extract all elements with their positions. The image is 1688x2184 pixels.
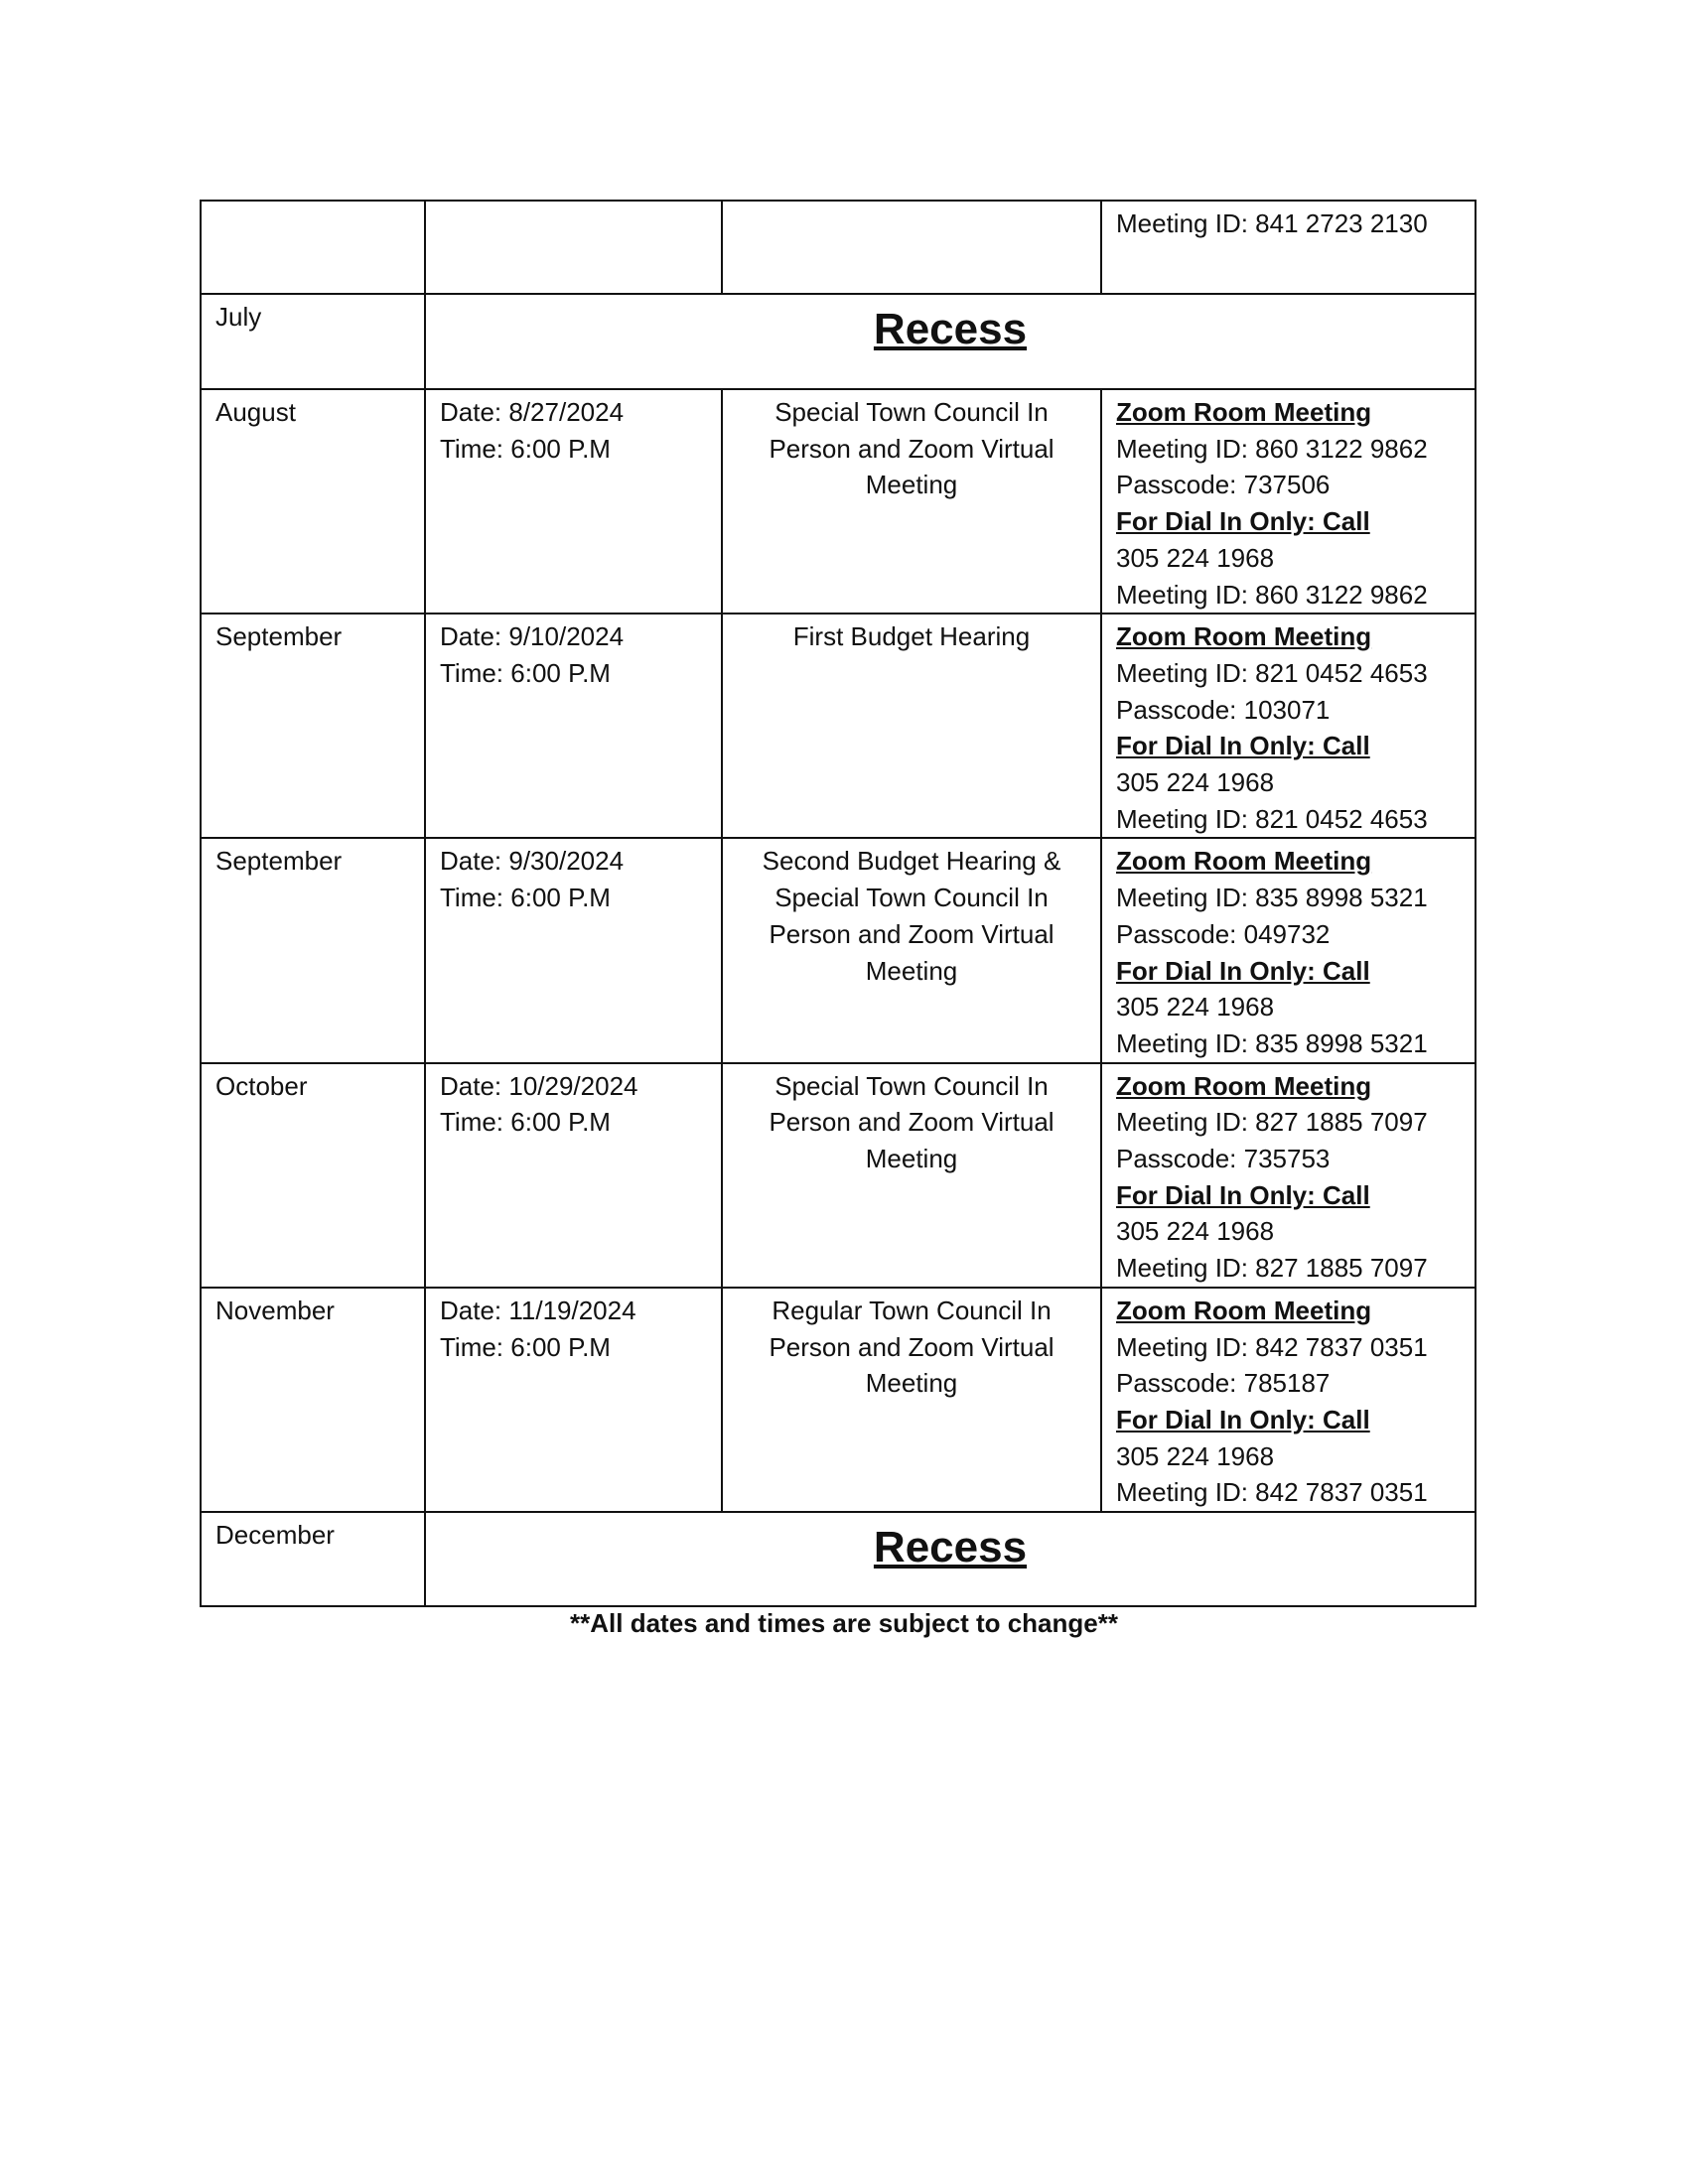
passcode: Passcode: 785187 [1116,1368,1331,1399]
meeting-time: Time: 6:00 P.M [440,1107,611,1138]
recess-cell [425,294,1476,389]
dial-in-phone: 305 224 1968 [1116,767,1275,798]
description-line: Person and Zoom Virtual [769,918,1055,949]
table-row-meeting [201,389,1476,614]
zoom-cell [1101,1063,1476,1288]
passcode: Passcode: 103071 [1116,694,1331,725]
dial-in-heading: For Dial In Only: Call [1116,955,1370,986]
table-row-july [201,294,1476,389]
table-row-december [201,1512,1476,1606]
meeting-time: Time: 6:00 P.M [440,883,611,913]
description-line: Meeting [865,470,958,500]
meeting-id: Meeting ID: 841 2723 2130 [1116,208,1428,238]
meeting-date: Date: 10/29/2024 [440,1070,638,1101]
description-line: Special Town Council In [774,1070,1049,1101]
month-cell: August [201,389,425,614]
zoom-cell [1101,614,1476,838]
meeting-date: Date: 8/27/2024 [440,397,625,427]
recess-label: Recess [873,305,1028,353]
date-cell [425,614,722,838]
dial-in-phone: 305 224 1968 [1116,542,1275,573]
meeting-date: Date: 9/10/2024 [440,621,625,652]
description-line: Meeting [865,1144,958,1174]
meeting-date: Date: 9/30/2024 [440,846,625,877]
date-cell [425,1063,722,1288]
passcode: Passcode: 737506 [1116,470,1331,500]
recess-label: Recess [873,1523,1028,1572]
meeting-date: Date: 11/19/2024 [440,1295,636,1325]
meeting-id: Meeting ID: 842 7837 0351 [1116,1331,1428,1362]
description-line: Special Town Council In [774,883,1049,913]
recess-cell [425,1512,1476,1606]
zoom-heading: Zoom Room Meeting [1116,1070,1372,1101]
zoom-cell [1101,838,1476,1062]
month-cell [201,201,425,294]
dial-in-phone: 305 224 1968 [1116,1440,1275,1471]
zoom-heading: Zoom Room Meeting [1116,846,1372,877]
zoom-cell [1101,1288,1476,1512]
month-cell: December [201,1512,425,1606]
dial-in-meeting-id: Meeting ID: 860 3122 9862 [1116,579,1428,610]
description-line: Second Budget Hearing & [762,846,1061,877]
description-cell [722,838,1101,1062]
description-line: Regular Town Council In [772,1295,1052,1325]
dial-in-meeting-id: Meeting ID: 821 0452 4653 [1116,803,1428,834]
passcode: Passcode: 049732 [1116,918,1331,949]
description-cell [722,201,1101,294]
dial-in-meeting-id: Meeting ID: 835 8998 5321 [1116,1027,1428,1058]
meeting-time: Time: 6:00 P.M [440,1331,611,1362]
table-row-meeting [201,1063,1476,1288]
meeting-id: Meeting ID: 827 1885 7097 [1116,1107,1428,1138]
dial-in-heading: For Dial In Only: Call [1116,731,1370,761]
date-cell [425,838,722,1062]
meeting-id: Meeting ID: 821 0452 4653 [1116,657,1428,688]
description-line: Meeting [865,1368,958,1399]
description-line: Person and Zoom Virtual [769,1107,1055,1138]
zoom-heading: Zoom Room Meeting [1116,1295,1372,1325]
month-cell: September [201,838,425,1062]
zoom-heading: Zoom Room Meeting [1116,397,1372,427]
description-cell [722,1063,1101,1288]
disclaimer-footer: **All dates and times are subject to change** [570,1608,1118,1638]
description-line: Person and Zoom Virtual [769,433,1055,464]
table-row-continued [201,201,1476,294]
date-cell [425,389,722,614]
meeting-time: Time: 6:00 P.M [440,433,611,464]
meeting-time: Time: 6:00 P.M [440,657,611,688]
passcode: Passcode: 735753 [1116,1144,1331,1174]
date-cell [425,1288,722,1512]
dial-in-heading: For Dial In Only: Call [1116,1179,1370,1210]
meeting-id: Meeting ID: 860 3122 9862 [1116,433,1428,464]
table-row-meeting [201,1288,1476,1512]
dial-in-meeting-id: Meeting ID: 842 7837 0351 [1116,1477,1428,1508]
month-cell: November [201,1288,425,1512]
dial-in-phone: 305 224 1968 [1116,992,1275,1023]
meeting-id: Meeting ID: 835 8998 5321 [1116,883,1428,913]
description-line: First Budget Hearing [792,621,1031,652]
dial-in-heading: For Dial In Only: Call [1116,1404,1370,1434]
table-row-meeting [201,838,1476,1062]
description-line: Special Town Council In [774,397,1049,427]
month-cell: September [201,614,425,838]
zoom-cell [1101,389,1476,614]
description-cell [722,389,1101,614]
zoom-cell [1101,201,1476,294]
description-cell [722,614,1101,838]
dial-in-meeting-id: Meeting ID: 827 1885 7097 [1116,1253,1428,1284]
description-cell [722,1288,1101,1512]
dial-in-heading: For Dial In Only: Call [1116,506,1370,537]
zoom-heading: Zoom Room Meeting [1116,621,1372,652]
table-row-meeting [201,614,1476,838]
meeting-schedule-table [200,200,1477,1607]
date-cell [425,201,722,294]
dial-in-phone: 305 224 1968 [1116,1216,1275,1247]
description-line: Person and Zoom Virtual [769,1331,1055,1362]
month-cell: October [201,1063,425,1288]
description-line: Meeting [865,955,958,986]
month-cell: July [201,294,425,389]
